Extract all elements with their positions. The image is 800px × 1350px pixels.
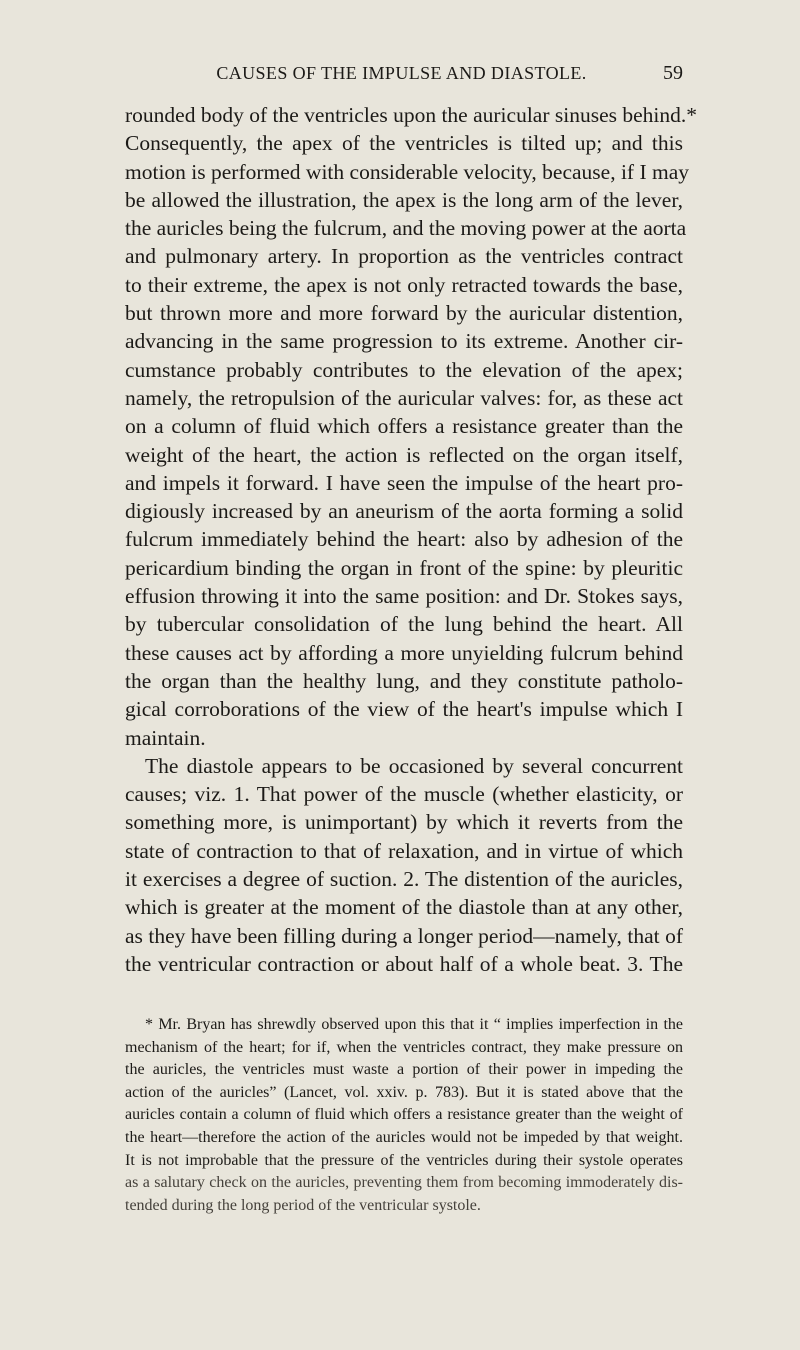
body-line: by tubercular consolidation of the lung behind the heart. All <box>125 612 683 637</box>
footnote-line: the auricles, the ventricles must waste a portion of their power in impeding the <box>125 1061 683 1079</box>
body-line: as they have been filling during a longer period—namely, that of <box>125 923 683 948</box>
running-head: CAUSES OF THE IMPULSE AND DIASTOLE. <box>216 63 587 83</box>
body-line: motion is performed with considerable velocity, because, if I may <box>125 159 689 184</box>
paragraph-start-line: The diastole appears to be occasioned by several concurrent <box>145 753 683 778</box>
body-line: and impels it forward. I have seen the impulse of the heart pro- <box>125 470 683 495</box>
body-line: gical corroborations of the view of the heart's impulse which I <box>125 697 683 722</box>
body-line: maintain. <box>125 725 206 750</box>
body-line: something more, is unimportant) by which it reverts from the <box>125 810 683 835</box>
body-line: advancing in the same progression to its extreme. Another cir- <box>125 329 683 354</box>
body-line: on a column of fluid which offers a resistance greater than the <box>125 414 683 439</box>
body-line: namely, the retropulsion of the auricular valves: for, as these act <box>125 385 683 410</box>
footnote-line: mechanism of the heart; for if, when the ventricles contract, they make pressure on <box>125 1038 683 1056</box>
footnote-line: as a salutary check on the auricles, preventing them from becoming immoderately dis- <box>125 1174 683 1192</box>
body-text <box>125 101 697 978</box>
footnote-line: * Mr. Bryan has shrewdly observed upon this that it “ implies imperfection in the <box>145 1016 683 1033</box>
body-line: cumstance probably contributes to the elevation of the apex; <box>125 357 683 382</box>
footnote-line: action of the auricles” (Lancet, vol. xxiv. p. 783). But it is stated above that the <box>125 1083 683 1101</box>
footnote-line: tended during the long period of the ventricular systole. <box>125 1196 481 1214</box>
body-line: the auricles being the fulcrum, and the moving power at the aorta <box>125 216 687 241</box>
body-line: causes; viz. 1. That power of the muscle (whether elasticity, or <box>125 782 683 807</box>
body-line: state of contraction to that of relaxation, and in virtue of which <box>125 838 683 863</box>
body-line: Consequently, the apex of the ventricles is tilted up; and this <box>125 131 683 156</box>
footnote-line: auricles contain a column of fluid which offers a resistance greater than the weight of <box>125 1106 683 1124</box>
page-number: 59 <box>663 62 683 84</box>
footnote-line: It is not improbable that the pressure of the ventricles during their systole operates <box>125 1151 683 1169</box>
body-line: effusion throwing it into the same position: and Dr. Stokes says, <box>125 584 683 609</box>
footnote <box>125 1014 683 1217</box>
footnote-line: the heart—therefore the action of the auricles would not be impeded by that weight. <box>125 1128 683 1146</box>
body-line: be allowed the illustration, the apex is the long arm of the lever, <box>125 187 683 212</box>
body-line: it exercises a degree of suction. 2. The distention of the auricles, <box>125 867 683 892</box>
body-line: which is greater at the moment of the diastole than at any other, <box>125 895 683 920</box>
page-header <box>120 62 683 88</box>
body-line: these causes act by affording a more unyielding fulcrum behind <box>125 640 683 665</box>
body-line: to their extreme, the apex is not only retracted towards the base, <box>125 272 683 297</box>
body-line: and pulmonary artery. In proportion as the ventricles contract <box>125 244 683 269</box>
body-line: fulcrum immediately behind the heart: also by adhesion of the <box>125 527 683 552</box>
body-line: the organ than the healthy lung, and they constitute patholo- <box>125 668 683 693</box>
body-line: but thrown more and more forward by the auricular distention, <box>125 301 683 326</box>
body-line: rounded body of the ventricles upon the auricular sinuses behind.* <box>125 103 697 127</box>
body-line: weight of the heart, the action is reflected on the organ itself, <box>125 442 683 467</box>
body-line: the ventricular contraction or about half of a whole beat. 3. The <box>125 951 683 976</box>
body-line: pericardium binding the organ in front of the spine: by pleuritic <box>125 555 683 580</box>
body-line: digiously increased by an aneurism of the aorta forming a solid <box>125 499 683 524</box>
